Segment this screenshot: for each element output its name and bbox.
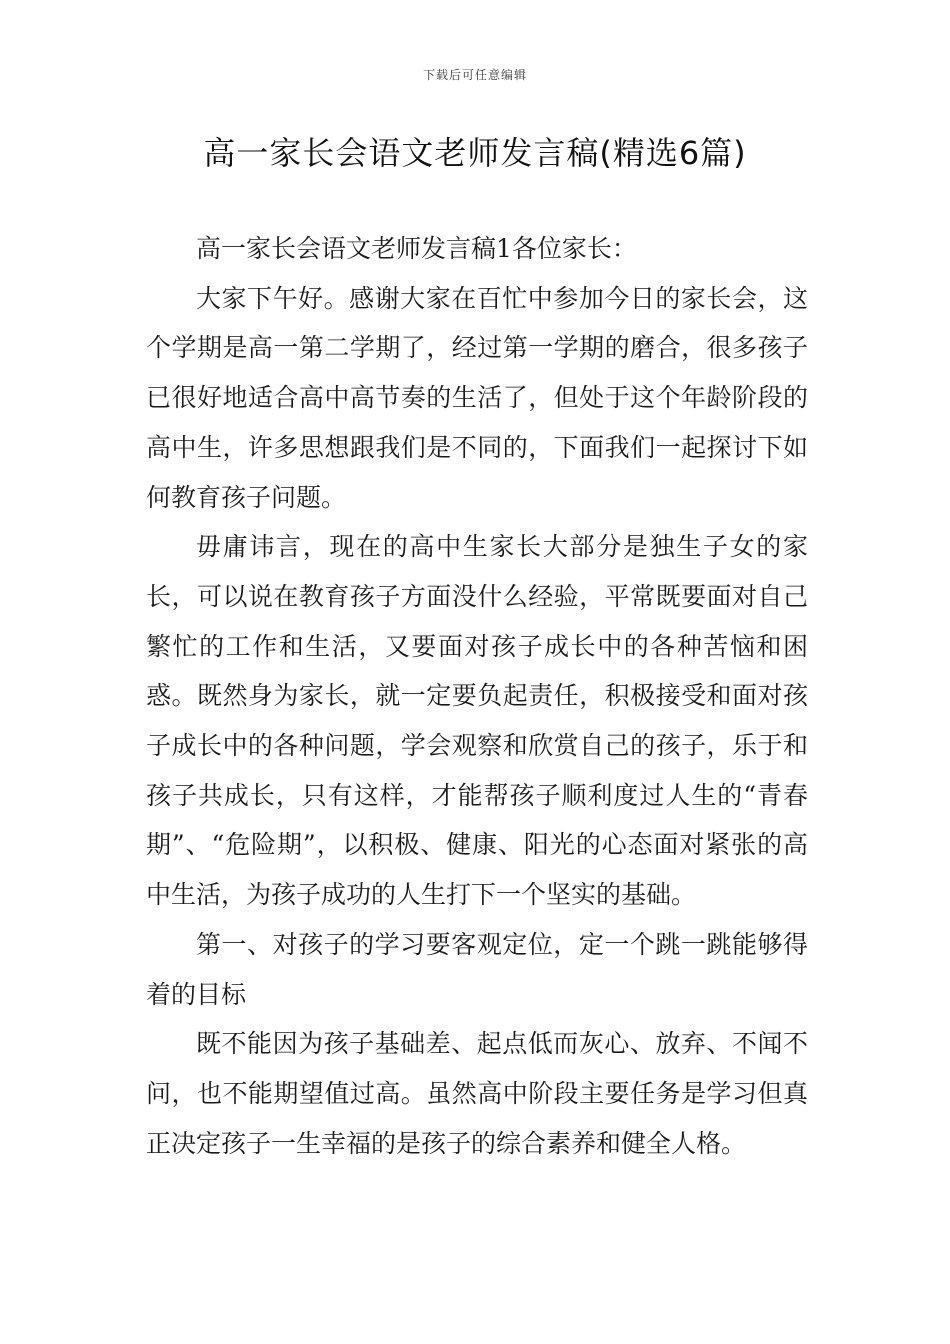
paragraph: 大家下午好。感谢大家在百忙中参加今日的家长会，这个学期是高一第二学期了，经过第一学期的磨合，很多孩子已很好地适合高中高节奏的生活了，但处于这个年龄阶段的高中生，许多思想跟我们是不同的，下面我们一起探讨下如何教育孩子问题。 xyxy=(146,283,808,512)
paragraph: 既不能因为孩子基础差、起点低而灰心、放弃、不闻不问，也不能期望值过高。虽然高中阶段主要任务是学习但真正决定孩子一生幸福的是孩子的综合素养和健全人格。 xyxy=(146,1029,808,1158)
paragraph: 毋庸讳言，现在的高中生家长大部分是独生子女的家长，可以说在教育孩子方面没什么经验，平常既要面对自己繁忙的工作和生活，又要面对孩子成长中的各种苦恼和困惑。既然身为家长，就一定要负起责任，积极接受和面对孩子成长中的各种问题，学会观察和欣赏自己的孩子，乐于和孩子共成长，只有这样，才能帮孩子顺利度过人生的“青春期”、“危险期”，以积极、健康、阳光的心态面对紧张的高中生活，为孩子成功的人生打下一个坚实的基础。 xyxy=(146,532,808,910)
download-note: 下载后可任意编辑 xyxy=(422,68,527,82)
document-body xyxy=(146,224,808,1168)
paragraph: 第一、对孩子的学习要客观定位，定一个跳一跳能够得着的目标 xyxy=(146,929,808,1009)
paragraph: 高一家长会语文老师发言稿1各位家长： xyxy=(196,234,637,263)
page-title: 高一家长会语文老师发言稿(精选6篇) xyxy=(203,134,747,172)
